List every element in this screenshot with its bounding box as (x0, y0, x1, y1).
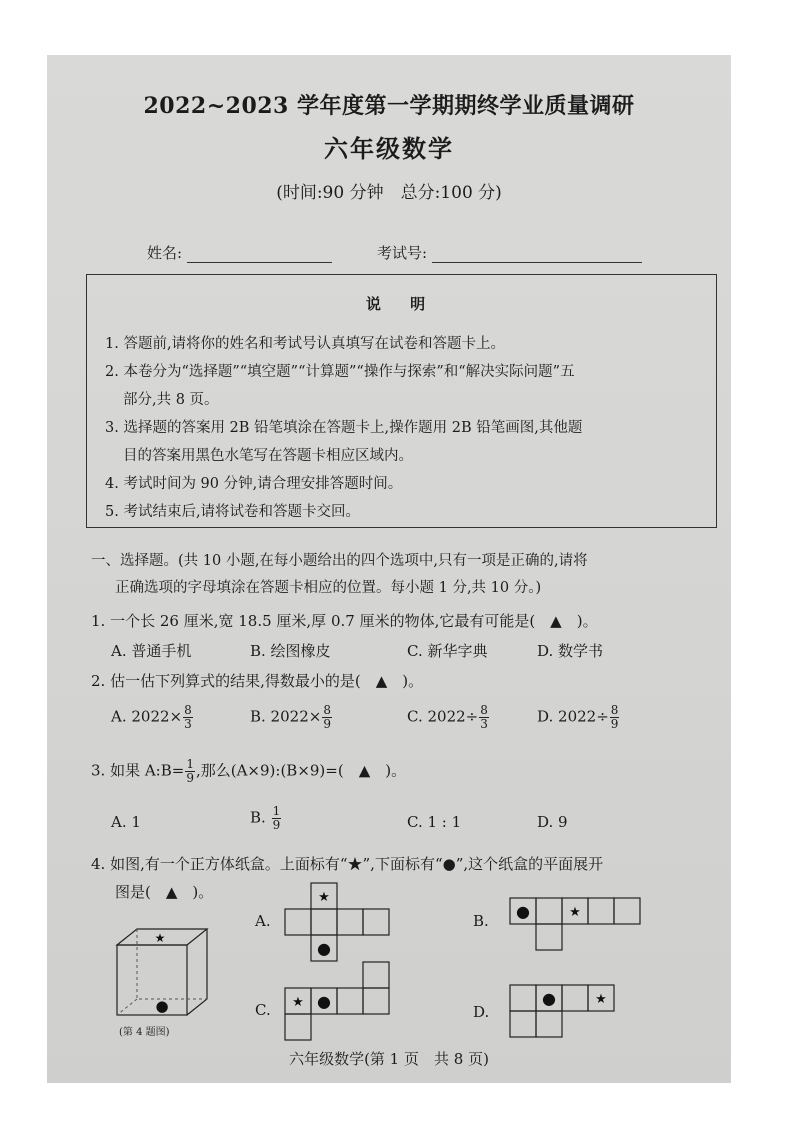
q3-option-b (250, 805, 282, 832)
name-field (147, 242, 332, 263)
star-icon: ★ (569, 905, 581, 920)
time-info: (时间:90 分钟 总分:100 分) (276, 183, 502, 203)
cube-figure (113, 925, 213, 1025)
note-line: 2. 本卷分为“选择题”“填空题”“计算题”“操作与探索”和“解决实际问题”五 (105, 364, 575, 380)
star-icon: ★ (595, 992, 607, 1007)
q2-b-label: B. 2022× (250, 707, 322, 726)
question-2: 2. 估一估下列算式的结果,得数最小的是( ▲ )。 (91, 672, 424, 690)
fraction (272, 805, 282, 832)
q2-option-a (111, 704, 194, 731)
numerator: 1 (186, 757, 194, 771)
name-label: 姓名: (147, 244, 183, 262)
dot-icon: ● (542, 989, 556, 1008)
net-option-d (510, 985, 614, 1037)
instructions-box (86, 274, 717, 528)
q2-option-d (537, 704, 620, 731)
fraction (479, 704, 489, 731)
q3-option-a: A. 1 (111, 813, 141, 831)
exam-no-field (377, 242, 642, 263)
numerator: 1 (272, 804, 281, 818)
q1-option-c: C. 新华字典 (407, 642, 488, 660)
note-line: 目的答案用黑色水笔写在答题卡相应区域内。 (123, 448, 413, 464)
denominator: 3 (184, 717, 192, 731)
numerator: 8 (184, 703, 192, 717)
numerator: 8 (480, 703, 488, 717)
q4-option-d-label: D. (473, 1003, 490, 1021)
denominator: 3 (480, 717, 488, 731)
note-line: 4. 考试时间为 90 分钟,请合理安排答题时间。 (105, 476, 403, 492)
numerator: 8 (323, 703, 331, 717)
question-4-cont: 图是( ▲ )。 (115, 883, 214, 901)
exam-no-label: 考试号: (377, 244, 428, 262)
question-3 (91, 758, 406, 785)
denominator: 9 (610, 717, 619, 731)
q1-option-d: D. 数学书 (537, 642, 604, 660)
q4-option-a-label: A. (255, 912, 271, 930)
net-option-c (285, 962, 389, 1040)
dot-icon: ● (155, 997, 169, 1015)
exam-subtitle: 六年级数学 (324, 134, 454, 163)
q2-option-b (250, 704, 333, 731)
name-blank (187, 248, 332, 263)
question-1: 1. 一个长 26 厘米,宽 18.5 厘米,厚 0.7 厘米的物体,它最有可能是( ▲ )。 (91, 612, 598, 630)
star-icon: ★ (292, 995, 304, 1010)
figure-caption: (第 4 题图) (119, 1027, 170, 1038)
section1-heading: 一、选择题。(共 10 小题,在每小题给出的四个选项中,只有一项是正确的,请将 (91, 553, 588, 569)
note-line: 5. 考试结束后,请将试卷和答题卡交回。 (105, 504, 361, 520)
numerator: 8 (610, 703, 619, 717)
exam-no-blank (432, 248, 642, 263)
q2-option-c (407, 704, 490, 731)
exam-paper (47, 55, 731, 1083)
q4-option-c-label: C. (255, 1001, 271, 1019)
dot-icon: ● (516, 902, 530, 921)
note-line: 3. 选择题的答案用 2B 铅笔填涂在答题卡上,操作题用 2B 铅笔画图,其他题 (105, 420, 583, 436)
q3-option-d: D. 9 (537, 813, 568, 831)
star-icon: ★ (318, 890, 330, 905)
net-option-b (510, 898, 640, 950)
q1-option-a: A. 普通手机 (111, 642, 192, 660)
denominator: 9 (272, 818, 281, 832)
section1-heading-cont: 正确选项的字母填涂在答题卡相应的位置。每小题 1 分,共 10 分。) (115, 580, 542, 596)
question-4: 4. 如图,有一个正方体纸盒。上面标有“★”,下面标有“●”,这个纸盒的平面展开 (91, 855, 604, 873)
dot-icon: ● (317, 992, 331, 1011)
fraction (185, 758, 195, 785)
star-icon: ★ (154, 931, 166, 945)
q3-stem-post: ,那么(A×9):(B×9)=( ▲ )。 (195, 761, 407, 780)
page-footer: 六年级数学(第 1 页 共 8 页) (289, 1050, 489, 1068)
exam-title: 2022~2023 学年度第一学期期终学业质量调研 (143, 93, 635, 119)
q2-c-label: C. 2022÷ (407, 707, 479, 726)
fraction (610, 704, 620, 731)
q4-option-b-label: B. (473, 912, 489, 930)
q3-b-label: B. (250, 808, 266, 827)
denominator: 9 (186, 771, 194, 785)
denominator: 9 (323, 717, 331, 731)
dot-icon: ● (317, 939, 331, 958)
fraction (183, 704, 193, 731)
q3-stem-pre: 3. 如果 A:B= (91, 761, 185, 780)
q1-option-b: B. 绘图橡皮 (250, 642, 331, 660)
fraction (322, 704, 332, 731)
q2-d-label: D. 2022÷ (537, 707, 609, 726)
q3-option-c: C. 1 : 1 (407, 813, 462, 831)
net-option-a (285, 883, 389, 961)
note-line: 1. 答题前,请将你的姓名和考试号认真填写在试卷和答题卡上。 (105, 336, 506, 352)
q2-a-label: A. 2022× (111, 707, 183, 726)
instructions-title: 说 明 (365, 295, 438, 313)
note-line: 部分,共 8 页。 (123, 392, 219, 408)
